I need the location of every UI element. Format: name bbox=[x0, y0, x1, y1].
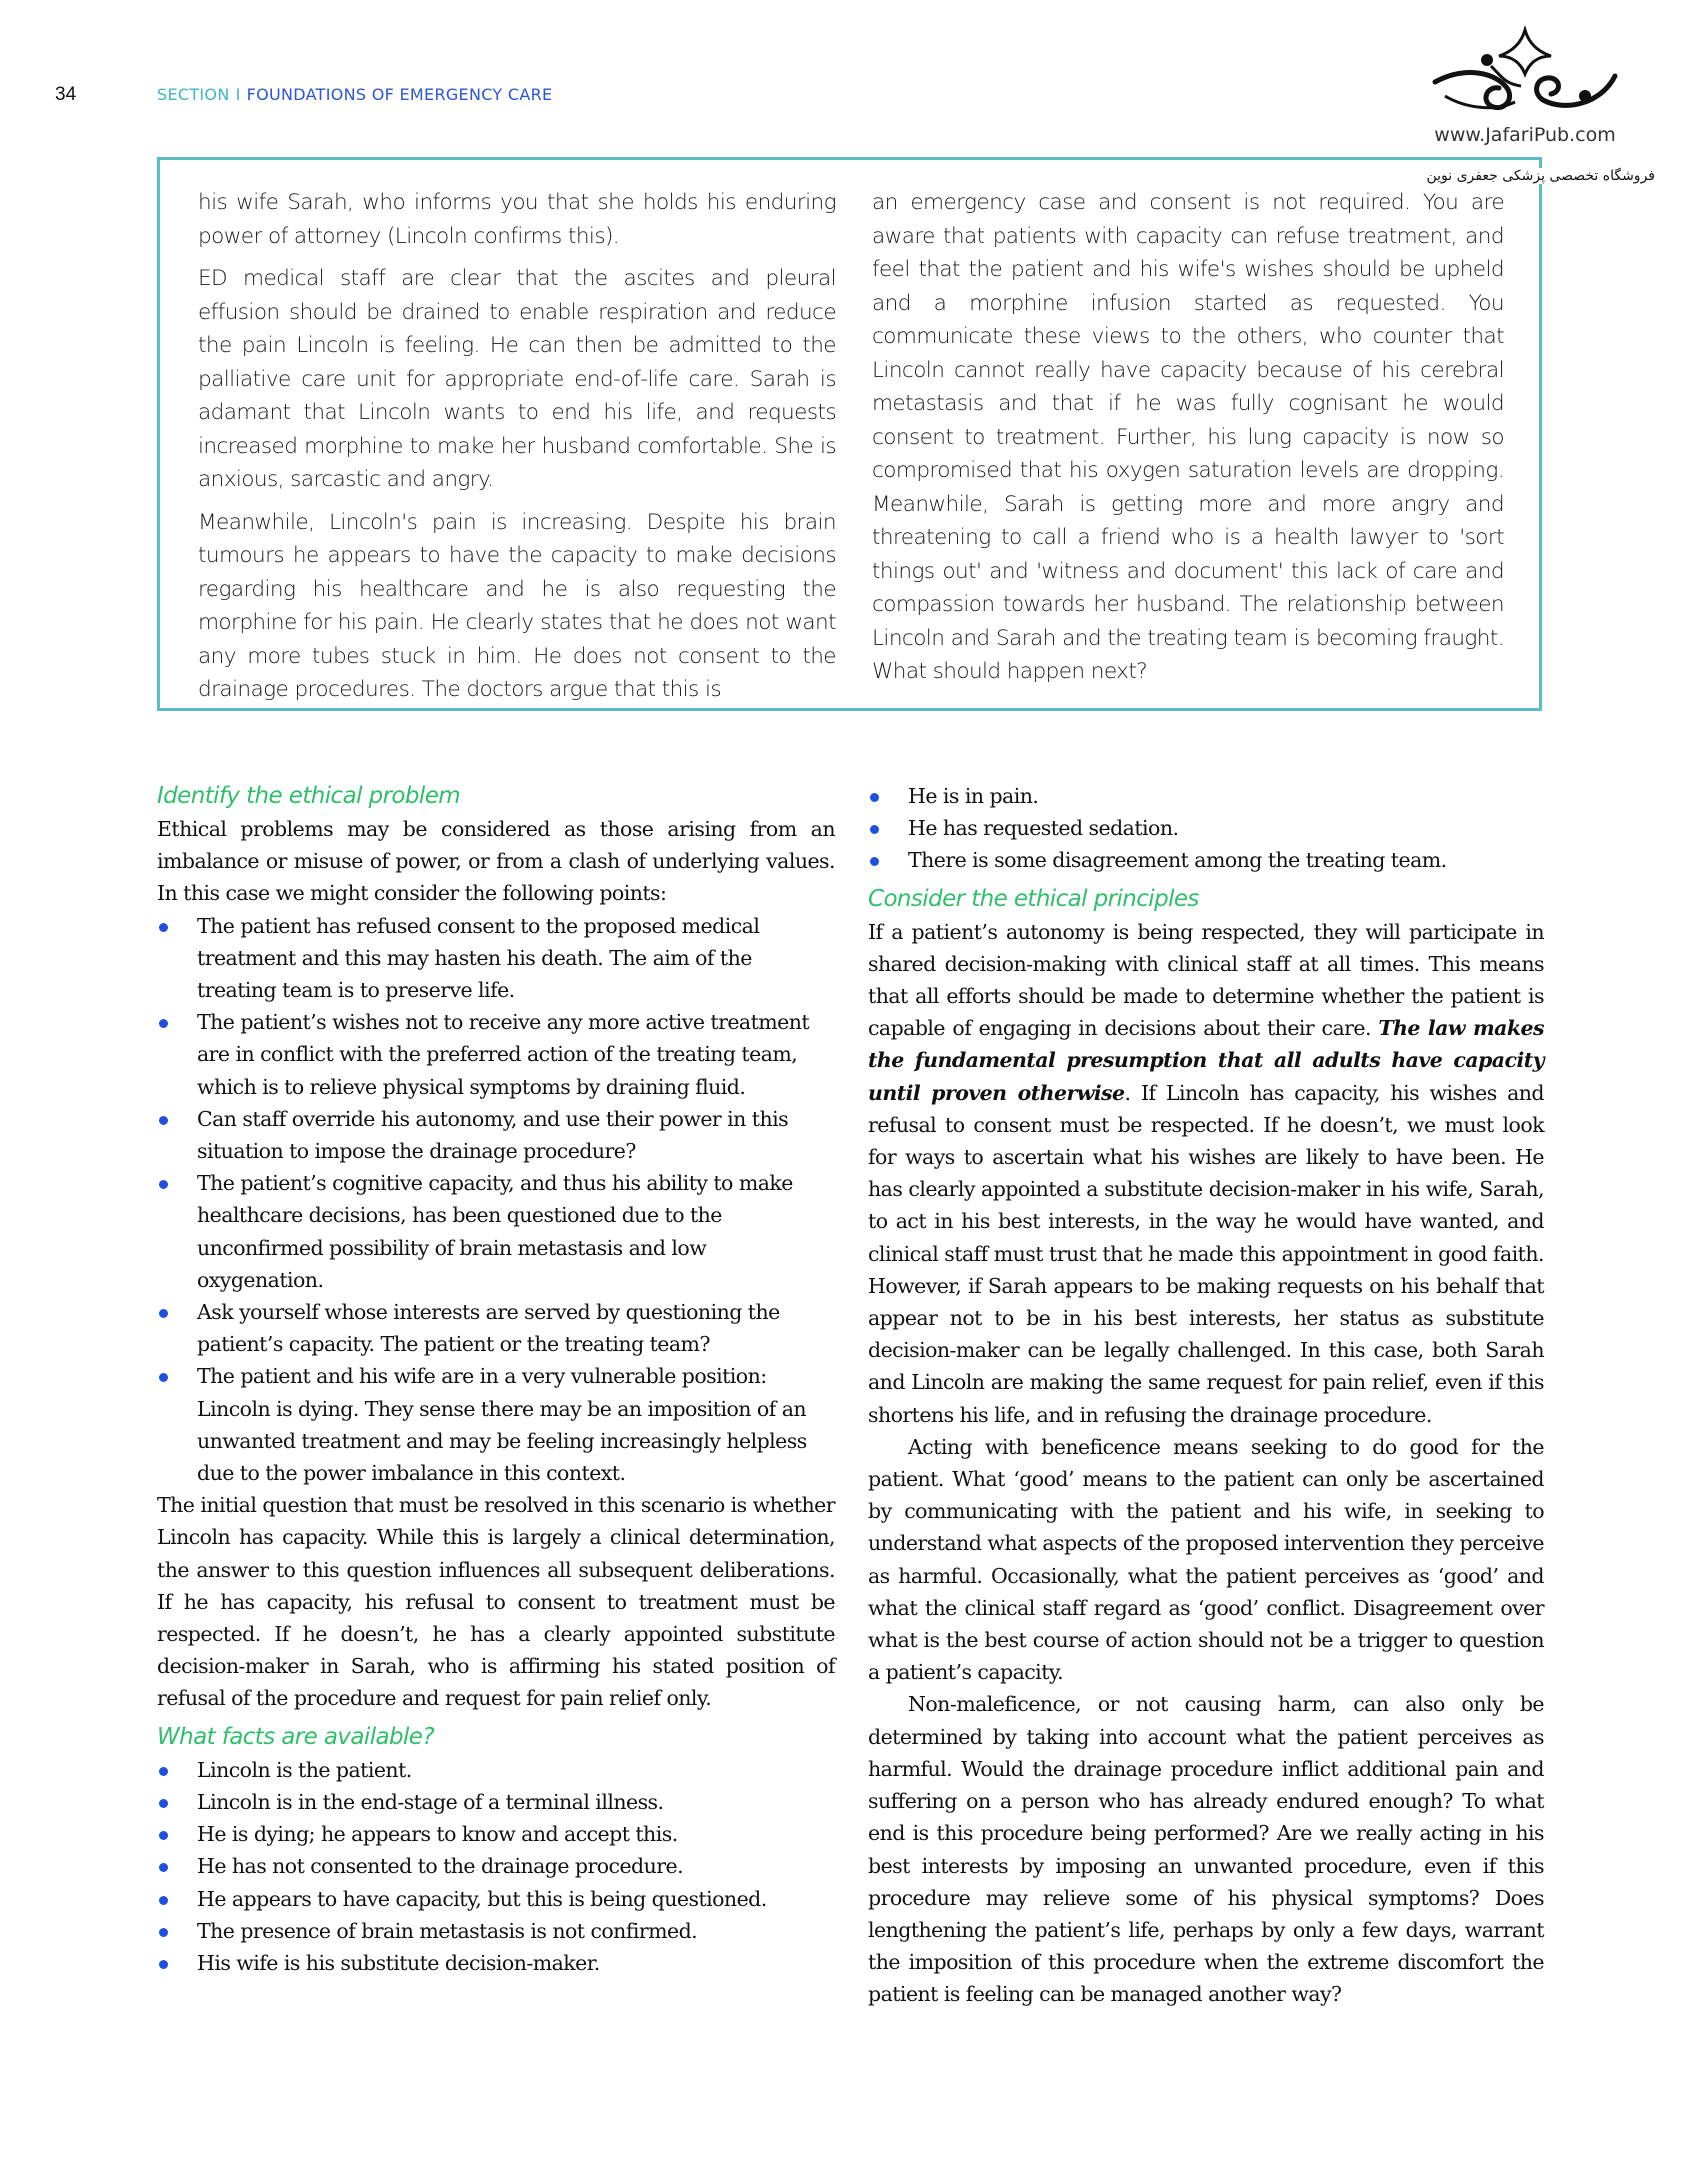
section-label: SECTION bbox=[157, 85, 230, 104]
emphasis-text: The law makes the fundamental presumption that all adults have capacity until proven otherwise bbox=[868, 1016, 1544, 1105]
bullet-icon bbox=[159, 1831, 168, 1840]
list-item: The patient has refused consent to the proposed medical treatment and this may hasten his death. The aim of the treating team is to preserve life. bbox=[157, 910, 835, 1007]
bullet-icon bbox=[159, 1960, 168, 1969]
case-paragraph: Meanwhile, Lincoln's pain is increasing. Despite his brain tumours he appears to have the capacity to make decisions regarding his healthcare and he is also requesting the morphine for his pain. He clearly states that he does not want any more tubes stuck in him. He does not consent to the drainage procedures. The doctors argue that this is bbox=[198, 509, 836, 702]
facts-list-continued bbox=[868, 780, 1544, 877]
autonomy-paragraph: If a patient’s autonomy is being respected, they will participate in shared decision-making with clinical staff at all times. This means that all efforts should be made to determine whether the patient is capable of engaging in decisions about their care. The law makes the fundamental presumption that all adults have capacity until proven otherwise. If Lincoln has capacity, his wishes and refusal to consent must be respected. If he doesn’t, we must look for ways to ascertain what his wishes are likely to have been. He has clearly appointed a substitute decision-maker in his wife, Sarah, to act in his best interests, in the way he would have wanted, and clinical staff must trust that he made this appointment in good faith. However, if Sarah appears to be making requests on his behalf that appear not to be in his best interests, her status as substitute decision-maker can be legally challenged. In this case, both Sarah and Lincoln are making the same request for pain relief, even if this shortens his life, and in refusing the drainage procedure. bbox=[868, 919, 1544, 1427]
capacity-paragraph: The initial question that must be resolved in this scenario is whether Lincoln has capacity. While this is largely a clinical determination, the answer to this question influences all subsequent deliberations. If he has capacity, his refusal to consent to treatment must be respected. If he doesn’t, he has a clearly appointed substitute decision-maker in Sarah, who is affirming his stated position of refusal of the procedure and request for pain relief only. bbox=[157, 1493, 835, 1711]
bullet-icon bbox=[159, 1928, 168, 1937]
list-item: His wife is his substitute decision-maker. bbox=[157, 1947, 835, 1979]
case-paragraph: ED medical staff are clear that the ascites and pleural effusion should be drained to enable respiration and reduce the pain Lincoln is feeling. He can then be admitted to the palliative care unit for appropriate end-of-life care. Sarah is adamant that Lincoln wants to end his life, and requests increased morphine to make her husband comfortable. She is anxious, sarcastic and angry. bbox=[198, 266, 836, 492]
heading-ethical-principles: Consider the ethical principles bbox=[868, 885, 1199, 912]
case-paragraph: an emergency case and consent is not required. You are aware that patients with capacity can refuse treatment, and feel that the patient and his wife's wishes should be upheld and a morphine infusion started as requested. You communicate these views to the others, who counter that Lincoln cannot really have capacity because of his cerebral metastasis and that if he was fully cognisant he would consent to treatment. Further, his lung capacity is now so compromised that his oxygen saturation levels are dropping. Meanwhile, Sarah is getting more and more angry and threatening to call a friend who is a health lawyer to 'sort things out' and 'witness and document' this lack of care and compassion towards her husband. The relationship between Lincoln and Sarah and the treating team is becoming fraught. What should happen next? bbox=[872, 190, 1504, 684]
ethical-points-list bbox=[157, 910, 835, 1490]
publisher-logo-icon bbox=[1425, 26, 1625, 118]
list-item: He is dying; he appears to know and accept this. bbox=[157, 1818, 835, 1850]
bullet-icon bbox=[870, 857, 879, 866]
beneficence-paragraph: Acting with beneficence means seeking to do good for the patient. What ‘good’ means to the patient can only be ascertained by communicating with the patient and his wife, in seeking to understand what aspects of the proposed intervention they perceive as harmful. Occasionally, what the patient perceives as ‘good’ and what the clinical staff regard as ‘good’ conflict. Disagreement over what is the best course of action should not be a trigger to question a patient’s capacity. bbox=[868, 1434, 1544, 1685]
body-column-left bbox=[157, 780, 835, 1979]
bullet-icon bbox=[159, 1373, 168, 1382]
bullet-icon bbox=[159, 923, 168, 932]
bullet-icon bbox=[159, 1019, 168, 1028]
non-maleficence-paragraph: Non-maleficence, or not causing harm, can also only be determined by taking into account what the patient perceives as harmful. Would the drainage procedure inflict additional pain and suffering on a person who has already endured enough? To what end is this procedure being performed? Are we really acting in his best interests by imposing an unwanted procedure, even if this procedure may relieve some of his physical symptoms? Does lengthening the patient’s life, perhaps by only a few days, warrant the imposition of this procedure when the extreme discomfort the patient is feeling can be managed another way? bbox=[868, 1692, 1544, 2007]
bullet-icon bbox=[159, 1309, 168, 1318]
list-item: Ask yourself whose interests are served by questioning the patient’s capacity. The patient or the treating team? bbox=[157, 1296, 835, 1360]
heading-facts-available: What facts are available? bbox=[157, 1723, 434, 1750]
list-item: Can staff override his autonomy, and use their power in this situation to impose the drainage procedure? bbox=[157, 1103, 835, 1167]
bullet-icon bbox=[159, 1767, 168, 1776]
bullet-icon bbox=[870, 825, 879, 834]
list-item: He appears to have capacity, but this is being questioned. bbox=[157, 1883, 835, 1915]
list-item: There is some disagreement among the treating team. bbox=[868, 844, 1544, 876]
bullet-icon bbox=[159, 1799, 168, 1808]
section-title: FOUNDATIONS OF EMERGENCY CARE bbox=[246, 85, 553, 104]
case-paragraph: his wife Sarah, who informs you that she holds his enduring power of attorney (Lincoln confirms this). bbox=[198, 190, 836, 249]
bullet-icon bbox=[159, 1116, 168, 1125]
case-study-box bbox=[157, 157, 1542, 711]
section-separator: I bbox=[235, 85, 241, 104]
case-column-right bbox=[872, 186, 1504, 698]
list-item: Lincoln is in the end-stage of a terminal illness. bbox=[157, 1786, 835, 1818]
publisher-tagline: فروشگاه تخصصی پزشکی جعفری نوین bbox=[1390, 168, 1655, 184]
page-number: 34 bbox=[55, 84, 77, 105]
bullet-icon bbox=[159, 1180, 168, 1189]
list-item: The presence of brain metastasis is not confirmed. bbox=[157, 1915, 835, 1947]
heading-identify-ethical-problem: Identify the ethical problem bbox=[157, 783, 461, 809]
bullet-icon bbox=[870, 793, 879, 802]
publisher-url: www.JafariPub.com bbox=[1434, 124, 1616, 146]
list-item: He has not consented to the drainage procedure. bbox=[157, 1850, 835, 1882]
bullet-icon bbox=[159, 1896, 168, 1905]
list-item: The patient’s wishes not to receive any more active treatment are in conflict with the preferred action of the treating team, which is to relieve physical symptoms by draining fluid. bbox=[157, 1006, 835, 1103]
list-item: He has requested sedation. bbox=[868, 812, 1544, 844]
list-item: The patient’s cognitive capacity, and thus his ability to make healthcare decisions, has been questioned due to the unconfirmed possibility of brain metastasis and low oxygenation. bbox=[157, 1167, 835, 1296]
list-item: He is in pain. bbox=[868, 780, 1544, 812]
case-column-left bbox=[198, 186, 836, 716]
intro-paragraph: Ethical problems may be considered as those arising from an imbalance or misuse of power, or from a clash of underlying values. In this case we might consider the following points: bbox=[157, 817, 835, 906]
bullet-icon bbox=[159, 1863, 168, 1872]
body-column-right bbox=[868, 780, 1544, 2011]
list-item: The patient and his wife are in a very vulnerable position: Lincoln is dying. They sense there may be an imposition of an unwanted treatment and may be feeling increasingly helpless due to the power imbalance in this context. bbox=[157, 1360, 835, 1489]
running-head bbox=[157, 85, 552, 104]
list-item: Lincoln is the patient. bbox=[157, 1754, 835, 1786]
facts-list bbox=[157, 1754, 835, 1979]
